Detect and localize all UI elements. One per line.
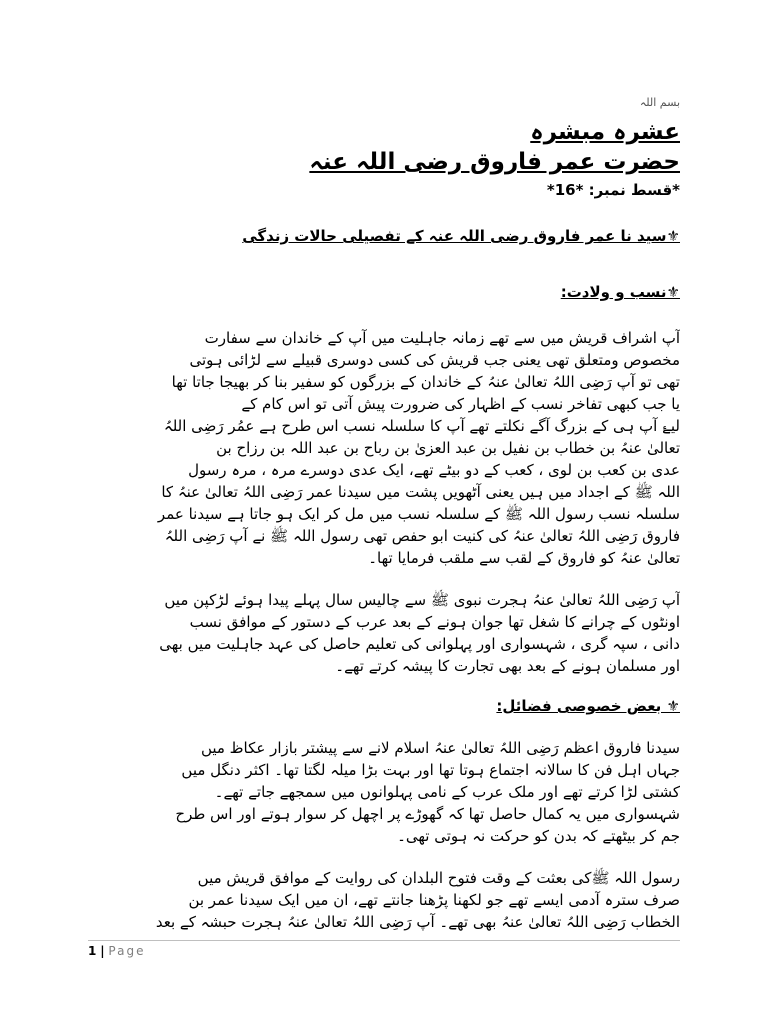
text-line: آپ اشراف قریش میں سے تھے زمانہ جاہلیت میں آپ کے خاندان سے سفارت <box>204 329 680 347</box>
text-line: فاروق رَضِی اللہُ تعالیٰ عنہُ کی کنیت ابو حفص تھی رسول اللہ ﷺ نے آپ رَضِی اللہُ <box>164 527 680 545</box>
lineage-heading: ⚜نسب و ولادت: <box>560 283 680 301</box>
text-line: سیدنا فاروق اعظم رَضِی اللہُ تعالیٰ عنہُ اسلام لانے سے پیشتر بازار عکاظ میں <box>200 739 680 757</box>
text-line: الخطاب رَضِی اللہُ تعالیٰ عنہُ بھی تھے۔ آپ رَضِی اللہُ تعالیٰ عنہُ ہجرت حبشہ کے بعد <box>155 913 680 931</box>
text-line: تھی تو آپ رَضِی اللہُ تعالیٰ عنہُ کے خاندان کے بزرگوں کو سفیر بنا کر بھیجا جاتا تھا <box>171 373 680 391</box>
text-line: دانی ، سپہ گری ، شہسواری اور پہلوانی کی تعلیم حاصل کی عہد جاہلیت میں بھی <box>159 635 680 653</box>
page-footer <box>88 940 680 958</box>
literacy-paragraph <box>88 867 680 933</box>
text-line: تعالیٰ عنہُ بن خطاب بن نفیل بن عبد العزیٰ بن رباح بن عبد اللہ بن رزاح بن <box>216 439 680 457</box>
text-line: اور مسلمان ہونے کے بعد بھی تجارت کا پیشہ کرتے تھے۔ <box>335 657 680 675</box>
text-line: عدی بن کعب بن لوی ، کعب کے دو بیٹے تھے، ایک عدی دوسرے مرہ ، مرہ رسول <box>188 461 680 479</box>
text-line: رسول اللہ ﷺکی بعثت کے وقت فتوح البلدان کی روایت کے موافق قریش میں <box>197 869 680 887</box>
page-label: Page <box>108 944 146 958</box>
text-line: صرف سترہ آدمی ایسے تھے جو لکھنا پڑھنا جانتے تھے، ان میں ایک سیدنا عمر بن <box>188 891 680 909</box>
intro-heading: ⚜سید نا عمر فاروق رضی اللہ عنہ کے تفصیلی حالات زندگی <box>242 227 680 245</box>
text-line: یا جب کبھی تفاخر نسب کے اظہار کی ضرورت پیش آتی تو اس کام کے <box>241 395 680 413</box>
bismillah-calligraphy: بسم اللہ <box>639 96 680 109</box>
text-line: جہاں اہل فن کا سالانہ اجتماع ہوتا تھا اور بہت بڑا میلہ لگتا تھا۔ اکثر دنگل میں <box>181 761 680 779</box>
text-line: آپ رَضِی اللہُ تعالیٰ عنہُ ہجرت نبوی ﷺ سے چالیس سال پہلے پیدا ہوئے لڑکپن میں <box>164 591 680 609</box>
birth-paragraph <box>88 589 680 677</box>
document-page <box>88 95 680 933</box>
subject-title: حضرت عمر فاروق رضی اللہ عنہ <box>309 149 680 175</box>
virtues-paragraph <box>88 737 680 847</box>
text-line: تعالیٰ عنہُ کو فاروق کے لقب سے ملقب فرمایا تھا۔ <box>368 549 680 567</box>
text-line: سلسلہ نسب رسول اللہ ﷺ کے سلسلہ نسب میں مل کر ایک ہو جاتا ہے سیدنا عمر <box>157 505 680 523</box>
text-line: لیۓ آپ ہی کے بزرگ آگے نکلتے تھے آپ کا سلسلہ نسب اس طرح ہے عمُر رَضِی اللہُ <box>163 417 680 435</box>
text-line: مخصوص ومتعلق تھی یعنی جب قریش کی کسی دوسری قبیلے سے لڑائی ہوتی <box>189 351 680 369</box>
episode-number: *قسط نمبر: *16* <box>546 181 680 199</box>
text-line: شہسواری میں یہ کمال حاصل تھا کہ گھوڑے پر اچھل کر سوار ہوتے اور اس طرح <box>175 805 680 823</box>
text-line: اللہ ﷺ کے اجداد میں ہیں یعنی آٹھویں پشت میں سیدنا عمر رَضِی اللہُ تعالیٰ عنہُ کا <box>161 483 680 501</box>
text-line: اونٹوں کے چرانے کا شغل تھا جوان ہونے کے بعد عرب کے دستور کے موافق نسب <box>189 613 680 631</box>
series-title: عشرہ مبشرہ <box>530 119 680 145</box>
footer-separator: | <box>100 944 105 958</box>
virtues-heading: ⚜ بعض خصوصی فضائل: <box>496 697 680 715</box>
lineage-paragraph <box>88 327 680 569</box>
text-line: کشتی لڑا کرتے تھے اور ملک عرب کے نامی پہلوانوں میں سمجھے جاتے تھے۔ <box>214 783 680 801</box>
page-number: 1 <box>88 944 97 958</box>
text-line: جم کر بیٹھتے کہ بدن کو حرکت نہ ہوتی تھی۔ <box>397 827 680 845</box>
